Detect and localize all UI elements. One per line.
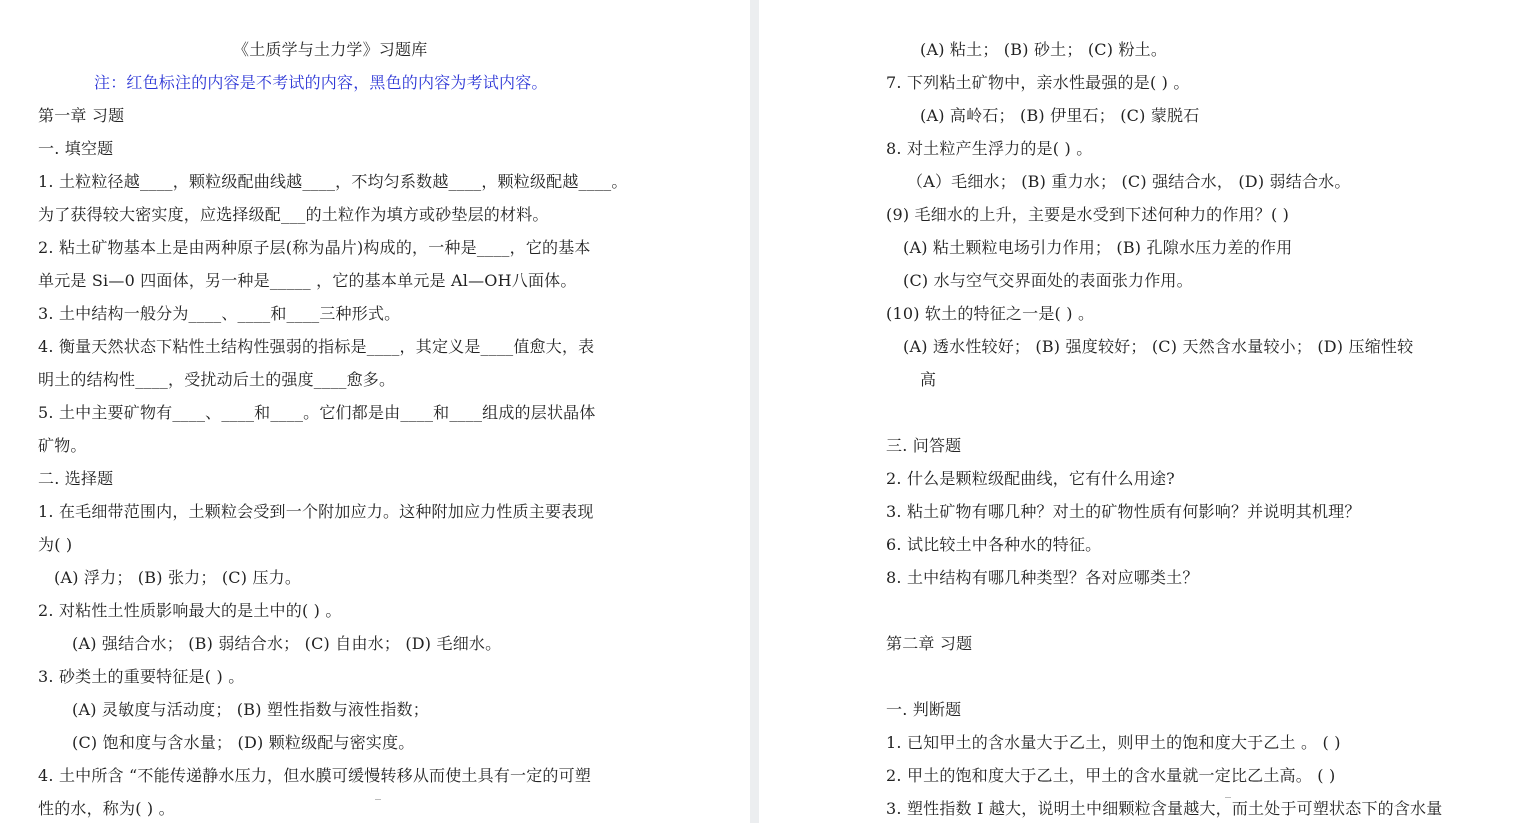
text-line: 5. 土中主要矿物有____、____和____。它们都是由____和____组成的层状晶体 — [38, 403, 596, 422]
text-line: 8. 对土粒产生浮力的是( ) 。 — [886, 139, 1093, 158]
text-line: 为( ) — [38, 535, 73, 554]
text-line: 8. 土中结构有哪几种类型？各对应哪类土？ — [886, 568, 1199, 587]
text-line: 3. 塑性指数 I 越大，说明土中细颗粒含量越大，而土处于可塑状态下的含水量 — [886, 799, 1443, 818]
page-mark — [1225, 797, 1231, 798]
section-heading: 一. 判断题 — [886, 700, 962, 719]
section-heading: 二. 选择题 — [38, 469, 114, 488]
text-line: 性的水，称为( ) 。 — [38, 799, 175, 818]
options-line: (C) 水与空气交界面处的表面张力作用。 — [903, 271, 1193, 290]
text-line: 明土的结构性____，受扰动后土的强度____愈多。 — [38, 370, 396, 389]
chapter-heading: 第二章 习题 — [886, 634, 973, 653]
text-line: 4. 土中所含 “不能传递静水压力，但水膜可缓慢转移从而使土具有一定的可塑 — [38, 766, 592, 785]
text-line: 3. 土中结构一般分为____、____和____三种形式。 — [38, 304, 401, 323]
text-line: 7. 下列粘土矿物中，亲水性最强的是( ) 。 — [886, 73, 1190, 92]
options-line: (A) 粘土； (B) 砂土； (C) 粉土。 — [920, 40, 1168, 59]
text-line: 6. 试比较土中各种水的特征。 — [886, 535, 1102, 554]
text-line: 1. 土粒粒径越____，颗粒级配曲线越____，不均匀系数越____，颗粒级配越____。 — [38, 172, 628, 191]
options-line: (A) 浮力； (B) 张力； (C) 压力。 — [54, 568, 302, 587]
options-line: (A) 高岭石； (B) 伊里石； (C) 蒙脱石 — [920, 106, 1200, 125]
text-line: (9) 毛细水的上升，主要是水受到下述何种力的作用？( ) — [886, 205, 1290, 224]
text-line: 3. 砂类土的重要特征是( ) 。 — [38, 667, 245, 686]
options-line: (C) 饱和度与含水量； (D) 颗粒级配与密实度。 — [72, 733, 415, 752]
document-title: 《土质学与土力学》习题库 — [233, 40, 428, 59]
page-mark — [375, 799, 381, 800]
options-line: (A) 强结合水； (B) 弱结合水； (C) 自由水； (D) 毛细水。 — [72, 634, 502, 653]
text-line: 3. 粘土矿物有哪几种？对土的矿物性质有何影响？并说明其机理？ — [886, 502, 1361, 521]
exam-note: 注：红色标注的内容是不考试的内容，黑色的内容为考试内容。 — [94, 73, 548, 92]
text-line: (10) 软土的特征之一是( ) 。 — [886, 304, 1095, 323]
text-line: 2. 对粘性土性质影响最大的是土中的( ) 。 — [38, 601, 342, 620]
text-line: 单元是 Si—0 四面体，另一种是_____ ，它的基本单元是 Al—OH八面体。 — [38, 271, 577, 290]
document-page-left — [0, 0, 750, 823]
text-line: 4. 衡量天然状态下粘性土结构性强弱的指标是____，其定义是____值愈大，表 — [38, 337, 595, 356]
text-line: 1. 已知甲土的含水量大于乙土，则甲土的饱和度大于乙土 。 ( ) — [886, 733, 1341, 752]
options-line: (A) 透水性较好； (B) 强度较好； (C) 天然含水量较小； (D) 压缩性较 — [903, 337, 1414, 356]
options-line: 高 — [920, 370, 937, 389]
options-line: （A）毛细水； (B) 重力水； (C) 强结合水， (D) 弱结合水。 — [907, 172, 1351, 191]
document-page-right — [759, 0, 1539, 823]
section-heading: 一. 填空题 — [38, 139, 114, 158]
text-line: 为了获得较大密实度，应选择级配___的土粒作为填方或砂垫层的材料。 — [38, 205, 549, 224]
options-line: (A) 粘土颗粒电场引力作用； (B) 孔隙水压力差的作用 — [903, 238, 1293, 257]
text-line: 2. 粘土矿物基本上是由两种原子层(称为晶片)构成的，一种是____，它的基本 — [38, 238, 591, 257]
options-line: (A) 灵敏度与活动度； (B) 塑性指数与液性指数； — [72, 700, 429, 719]
chapter-heading: 第一章 习题 — [38, 106, 125, 125]
text-line: 1. 在毛细带范围内，土颗粒会受到一个附加应力。这种附加应力性质主要表现 — [38, 502, 594, 521]
text-line: 矿物。 — [38, 436, 87, 455]
text-line: 2. 甲土的饱和度大于乙土，甲土的含水量就一定比乙土高。 ( ) — [886, 766, 1336, 785]
text-line: 2. 什么是颗粒级配曲线，它有什么用途? — [886, 469, 1175, 488]
section-heading: 三. 问答题 — [886, 436, 962, 455]
